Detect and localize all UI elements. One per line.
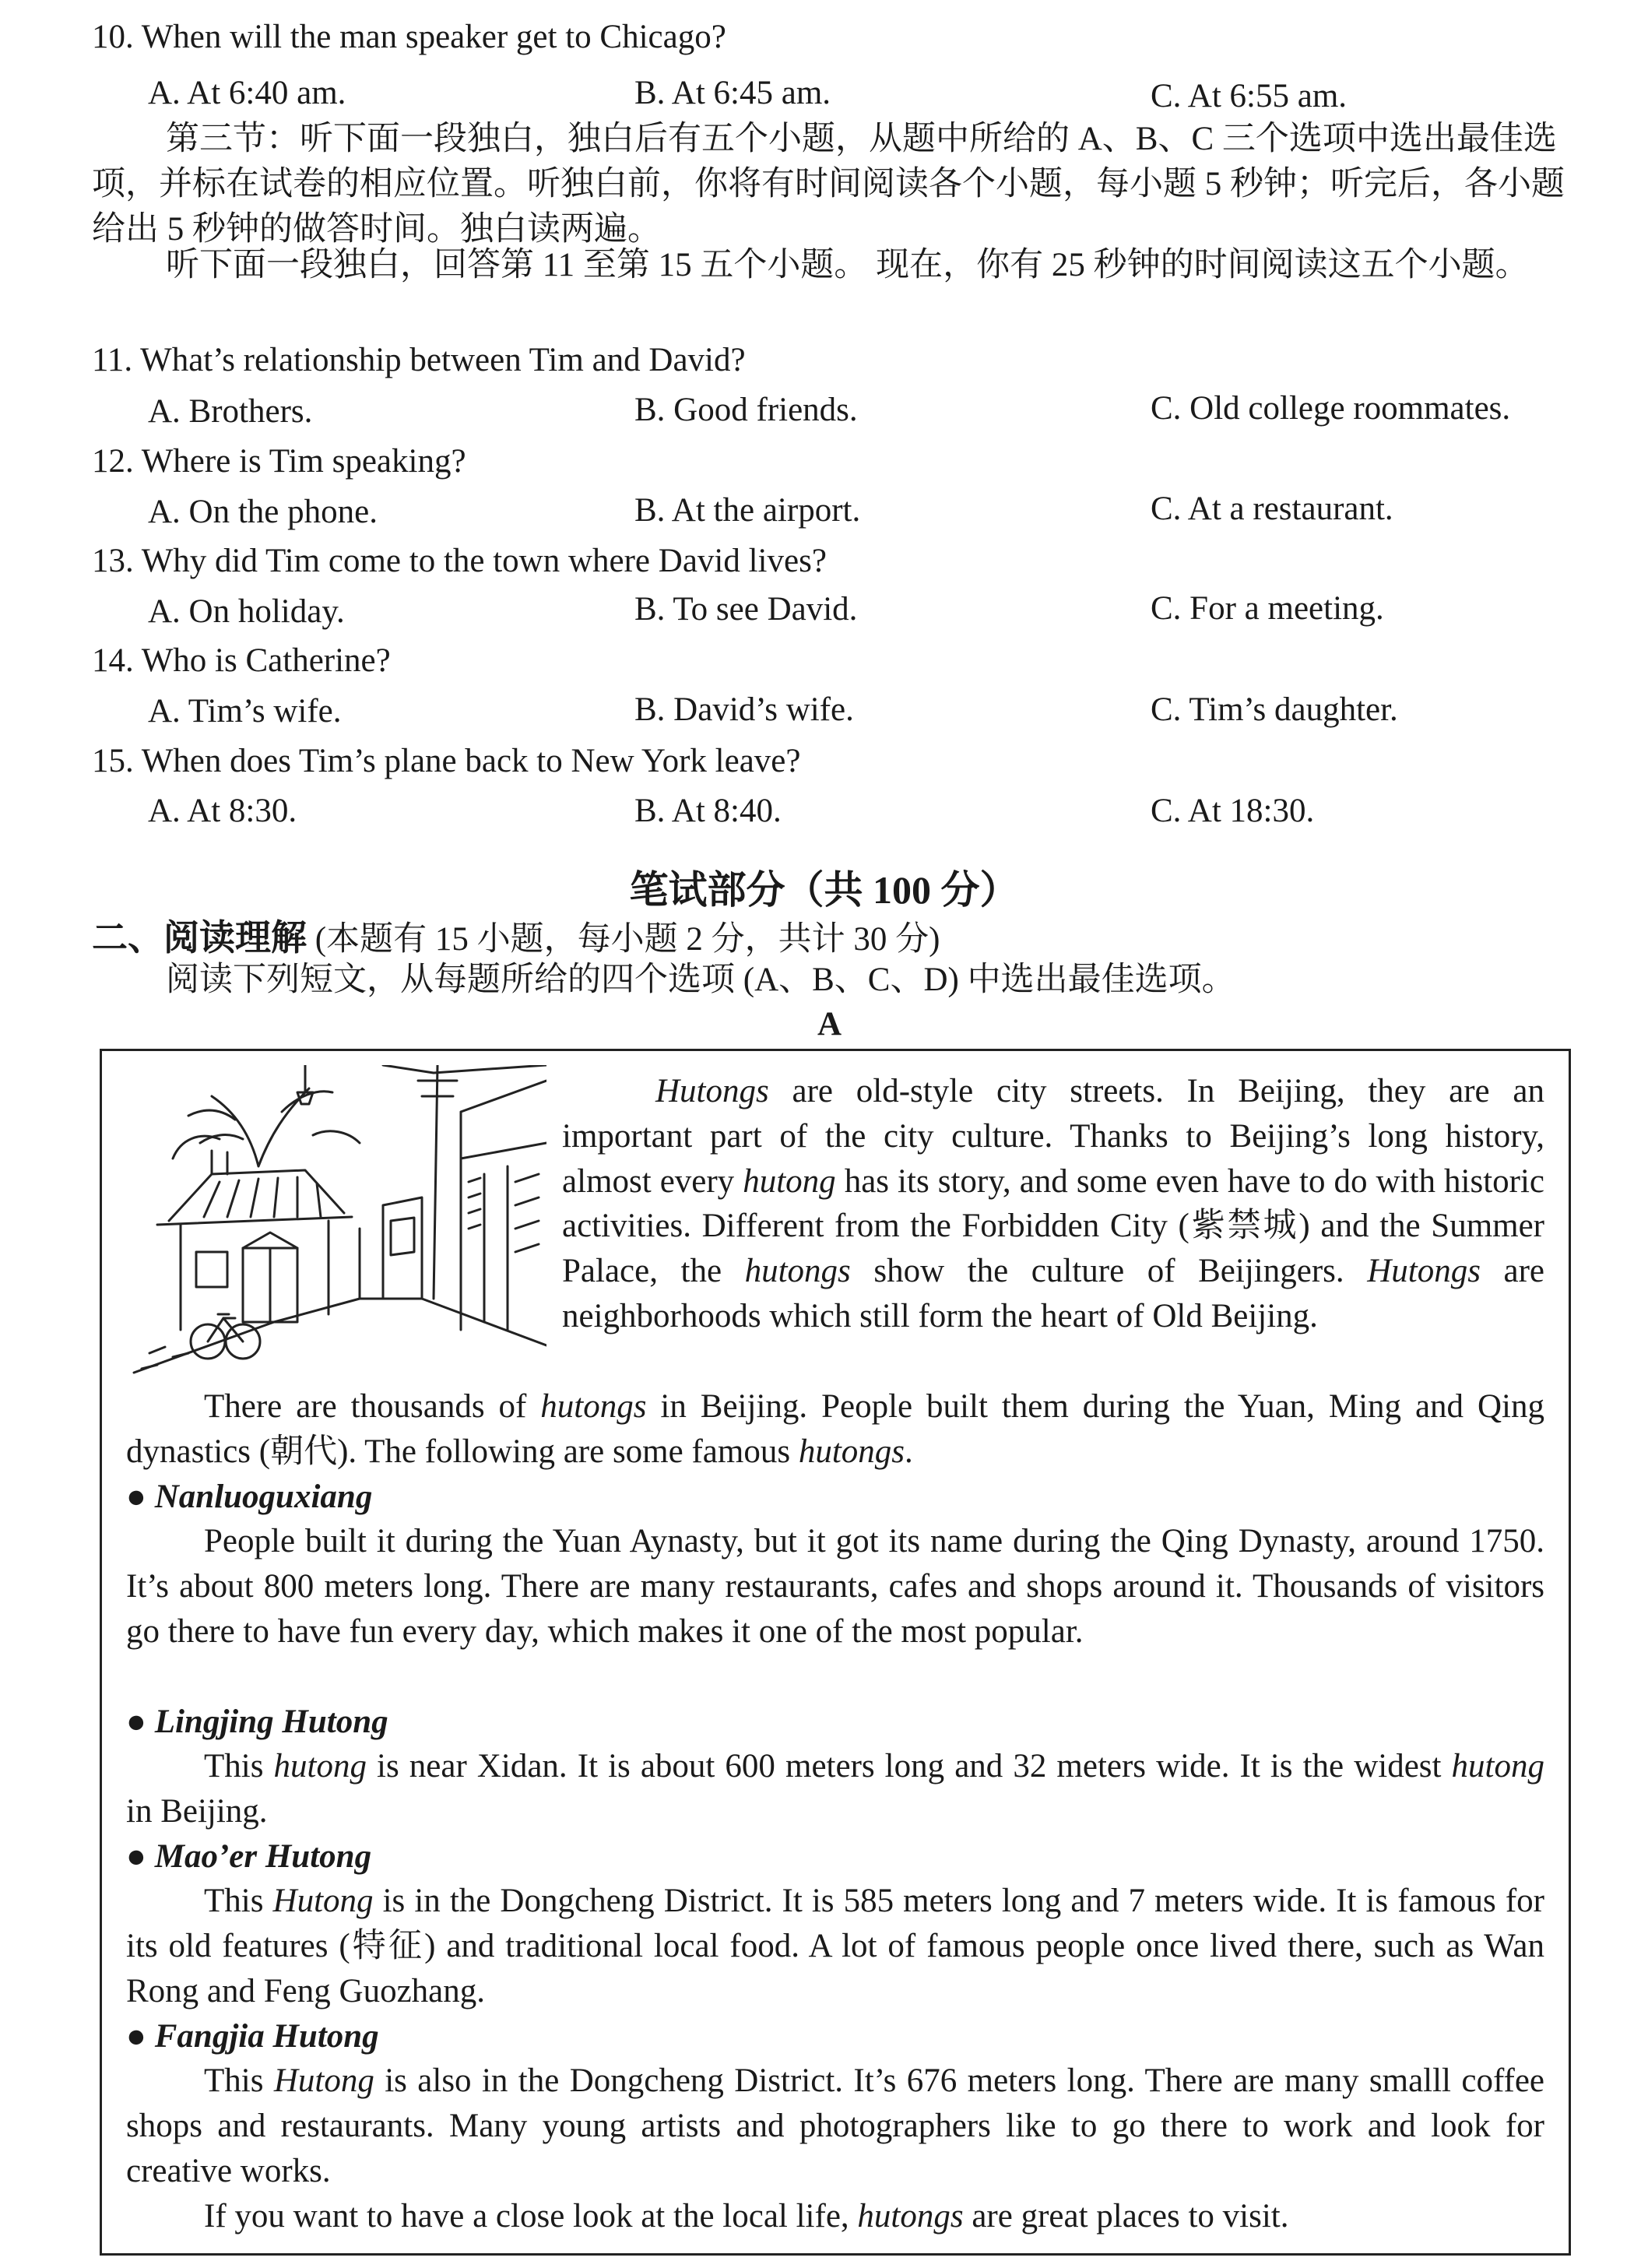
option-a: A. Tim’s wife.	[148, 693, 342, 730]
option-c: C. For a meeting.	[1151, 590, 1384, 627]
hutong-heading-fangjia: ● Fangjia Hutong	[126, 2018, 379, 2055]
passage-paragraph-fangjia	[126, 2059, 1544, 2193]
text-run: This	[204, 2062, 274, 2099]
passage-paragraph-closing	[126, 2194, 1544, 2239]
italic-term: hutong	[273, 1748, 367, 1785]
italic-term: Hutong	[273, 2062, 374, 2099]
question-10: 10. When will the man speaker get to Chicago?	[92, 19, 726, 55]
option-c: C. At 18:30.	[1151, 793, 1315, 829]
passage-paragraph-nanluoguxiang: People built it during the Yuan Aynasty, but it got its name during the Qing Dynasty, around 1750. It’s about 800 meters long. There are many restaurants, cafes and shops around it. Thousands of visitors go there to have fun every day, which makes it one of the most popular.	[126, 1523, 1544, 1650]
reading-heading-detail: (本题有 15 小题，每小题 2 分，共计 30 分)	[307, 921, 940, 958]
option-c: C. At a restaurant.	[1151, 491, 1393, 527]
option-a: A. At 8:30.	[148, 793, 297, 829]
option-c: C. At 6:55 am.	[1151, 78, 1348, 114]
option-b: B. At 6:45 am.	[634, 75, 831, 111]
text-run: There are thousands of	[204, 1388, 541, 1425]
italic-term: Hutongs	[1367, 1253, 1481, 1290]
passage-label: A	[817, 1006, 842, 1043]
passage-paragraph-2	[126, 1384, 1544, 1475]
section3-instructions: 第三节：听下面一段独白，独白后有五个小题，从题中所给的 A、B、C 三个选项中选出最佳选项，并标在试卷的相应位置。听独白前，你将有时间阅读各个小题，每小题 5 秒钟；听完后，各小题给出 5 秒钟的做答时间。独白读两遍。	[92, 121, 1565, 248]
option-a: A. Brothers.	[148, 393, 313, 430]
option-c: C. Tim’s daughter.	[1151, 691, 1398, 728]
question-14: 14. Who is Catherine?	[92, 642, 391, 679]
option-b: B. To see David.	[634, 591, 858, 628]
hutong-sketch-image	[126, 1065, 546, 1384]
italic-term: Hutongs	[655, 1073, 769, 1109]
text-run: This	[204, 1883, 273, 1919]
question-15: 15. When does Tim’s plane back to New York leave?	[92, 743, 801, 779]
italic-term: hutongs	[798, 1433, 905, 1470]
passage-paragraph-maoer	[126, 1879, 1544, 2013]
reading-heading	[92, 916, 940, 960]
section3-prompt: 听下面一段独白，回答第 11 至第 15 五个小题。 现在，你有 25 秒钟的时间阅读这五个小题。	[166, 247, 1529, 283]
reading-instruction: 阅读下列短文，从每题所给的四个选项 (A、B、C、D) 中选出最佳选项。	[166, 962, 1235, 998]
option-a: A. At 6:40 am.	[148, 75, 346, 111]
option-b: B. David’s wife.	[634, 691, 854, 728]
italic-term: Hutong	[272, 1883, 374, 1919]
text-run: .	[905, 1433, 913, 1470]
option-b: B. At 8:40.	[634, 793, 782, 829]
italic-term: hutongs	[744, 1253, 851, 1290]
text-run: is in the Dongcheng District. It is 585 meters long and 7 meters wide. It is famous for its old features (特征) and traditional local food. A lot of famous people once lived there, such as Wan Rong and Feng Guozhang.	[126, 1883, 1544, 2010]
option-b: B. Good friends.	[634, 392, 858, 428]
italic-term: hutong	[1451, 1748, 1544, 1785]
option-a: A. On holiday.	[148, 593, 345, 630]
text-run: has its story, and some even have to do with historic activities. Different from the Forbidden City (紫禁城) and the Summer Palace, the	[562, 1162, 1544, 1290]
text-run: is near Xidan. It is about 600 meters long and 32 meters wide. It is the widest	[366, 1748, 1452, 1785]
option-c: C. Old college roommates.	[1151, 390, 1511, 427]
text-run: in Beijing. People built them during the Yuan, Ming and Qing dynastics (朝代). The following are some famous	[126, 1388, 1544, 1470]
text-run: are old-style city streets. In Beijing, they are an important part of the city culture. Thanks to Beijing’s long history, almost every	[562, 1073, 1544, 1200]
passage-paragraph-1	[562, 1069, 1544, 1339]
italic-term: hutong	[743, 1162, 836, 1200]
text-run: is also in the Dongcheng District. It’s 676 meters long. There are many smalll coffee shops and restaurants. Many young artists and photographers like to go there to work and look for creative works.	[126, 2062, 1544, 2189]
text-run: in Beijing.	[126, 1792, 268, 1830]
text-run: are neighborhoods which still form the heart of Old Beijing.	[562, 1253, 1544, 1334]
text-run: This	[204, 1748, 274, 1785]
option-a: A. On the phone.	[148, 494, 378, 530]
hutong-heading-nanluoguxiang: ● Nanluoguxiang	[126, 1479, 373, 1515]
italic-term: hutongs	[540, 1388, 647, 1425]
text-run: are great places to visit.	[963, 2198, 1289, 2235]
option-b: B. At the airport.	[634, 492, 861, 529]
written-section-title: 笔试部分（共 100 分）	[629, 868, 1019, 912]
question-11: 11. What’s relationship between Tim and David?	[92, 342, 746, 378]
question-13: 13. Why did Tim come to the town where David lives?	[92, 543, 827, 579]
text-run: If you want to have a close look at the local life,	[204, 2198, 858, 2235]
question-12: 12. Where is Tim speaking?	[92, 443, 466, 480]
hutong-heading-lingjing: ● Lingjing Hutong	[126, 1704, 388, 1740]
reading-heading-label: 二、阅读理解	[92, 918, 307, 958]
italic-term: hutongs	[857, 2198, 964, 2235]
text-run: show the culture of Beijingers.	[850, 1253, 1368, 1290]
passage-paragraph-lingjing	[126, 1744, 1544, 1834]
hutong-heading-maoer: ● Mao’er Hutong	[126, 1838, 372, 1875]
